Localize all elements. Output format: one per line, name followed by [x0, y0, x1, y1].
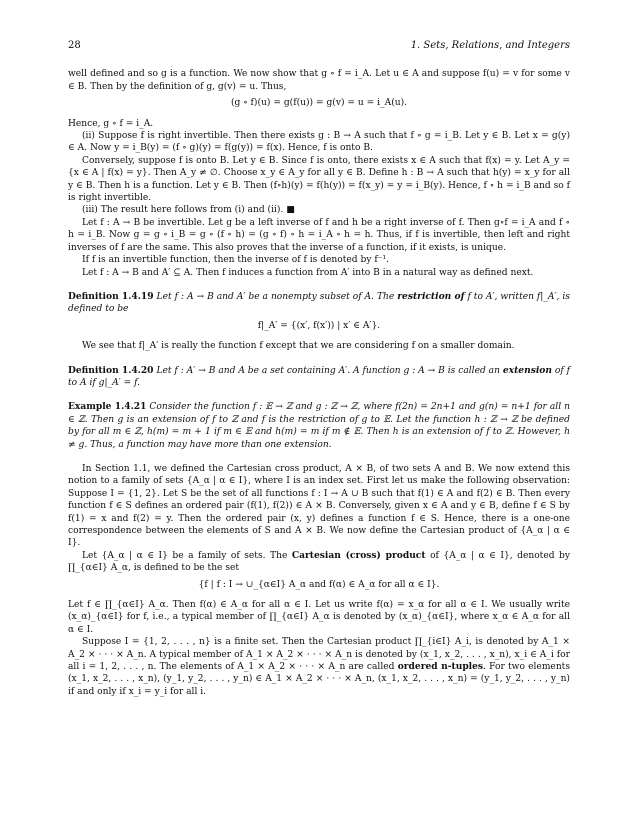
definition-term: restriction of — [397, 290, 465, 302]
paragraph: (iii) The result here follows from (i) and (ii). ■ — [82, 205, 295, 216]
page-number: 28 — [68, 40, 81, 51]
text-run: . For two elements (x_1, x_2, . . . , x_n), (y_1, y_2, . . . , y_n) ∈ A_1 × A_2 × · · · × A_n, (x_1, x_2, . . . , x_n) = (y_1, y_2, . . . , y_n) if and only if x_i = y_i for all i. — [68, 662, 570, 697]
page — [68, 40, 570, 698]
equation: {f | f : I → ∪_{α∈I} A_α and f(α) ∈ A_α for all α ∈ I}. — [198, 579, 440, 590]
defined-term: Cartesian (cross) product — [291, 549, 426, 561]
definition-1-4-20 — [68, 365, 570, 390]
definition-text: Let f : A → B and A′ be a nonempty subset of A. The — [156, 291, 395, 302]
definition-heading: Definition 1.4.20 — [68, 364, 154, 376]
definition-heading: Definition 1.4.19 — [68, 290, 154, 302]
equation: f|_A′ = {(x′, f(x′)) | x′ ∈ A′}. — [257, 320, 381, 331]
paragraph: In Section 1.1, we defined the Cartesian cross product, A × B, of two sets A and B. We now extend this notion to a family of sets {A_α | α ∈ I}, where I is an index set. First let us make the following observation: Suppose I = {1, 2}. Let S be the set of all functions f : I → A ∪ B such that f(1) ∈ A and f(2) ∈ B. Then every function f ∈ S defines an ordered pair (f(1), f(2)) ∈ A × B. Conversely, given x ∈ A and y ∈ B, define f ∈ S by f(1) = x and f(2) = y. Then the ordered pair (x, y) defines a function f ∈ S. Hence, there is a one-one correspondence between the elements of S and A × B. We now define the Cartesian product of {A_α | α ∈ I}. — [68, 463, 570, 549]
definition-text: f to A′, written f|_A′, is defined to be — [68, 291, 570, 315]
paragraph: Let f ∈ ∏_{α∈I} A_α. Then f(α) ∈ A_α for all α ∈ I. Let us write f(α) = x_α for all α ∈ I. We usually write (x_α)_{α∈I} for f, i.e., a typical member of ∏_{α∈I} A_α is denoted by (x_α)_{α∈I}, where x_α ∈ A_α for all α ∈ I. — [68, 600, 570, 635]
text-run: of {A_α | α ∈ I}, denoted by ∏_{α∈I} A_α, is defined to be the set — [68, 550, 570, 574]
paragraph: Conversely, suppose f is onto B. Let y ∈ B. Since f is onto, there exists x ∈ A such that f(x) = y. Let A_y = {x ∈ A | f(x) = y}. Then A_y ≠ ∅. Choose x_y ∈ A_y for all y ∈ B. Define h : B → A such that h(y) = x_y for all y ∈ B. Then h is a function. Let y ∈ B. Then (f∘h)(y) = f(h(y)) = f(x_y) = y = i_B(y). Hence, f ∘ h = i_B and so f is right invertible. — [68, 155, 570, 204]
paragraph: Let f : A → B be invertible. Let g be a left inverse of f and h be a right inverse of f. Then g∘f = i_A and f ∘ h = i_B. Now g = g ∘ i_B = g ∘ (f ∘ h) = (g ∘ f) ∘ h = i_A ∘ h = h. Thus, if f is invertible, then left and right inverses of f are the same. This also proves that the inverse of a function, if it exists, is unique. — [68, 217, 570, 253]
definition-1-4-19 — [68, 291, 570, 316]
paragraph — [68, 550, 570, 575]
paragraph: well defined and so g is a function. We now show that g ∘ f = i_A. Let u ∈ A and suppose f(u) = v for some v ∈ B. Then by the definition of g, g(v) = u. Thus, — [68, 69, 570, 92]
equation: (g ∘ f)(u) = g(f(u)) = g(v) = u = i_A(u). — [230, 98, 408, 109]
paragraph: If f is an invertible function, then the inverse of f is denoted by f⁻¹. — [82, 255, 390, 266]
paragraph: (ii) Suppose f is right invertible. Then there exists g : B → A such that f ∘ g = i_B. Let y ∈ B. Let x = g(y) ∈ A. Now y = i_B(y) = (f ∘ g)(y) = f(g(y)) = f(x). Hence, f is onto B. — [68, 131, 570, 154]
definition-text: of f to A if g|_A′ = f. — [68, 365, 570, 388]
paragraph: Let f : A → B and A′ ⊆ A. Then f induces a function from A′ into B in a natural way as defined next. — [82, 267, 534, 278]
example-text: Consider the function f : 𝔼 → ℤ and g : ℤ → ℤ, where f(2n) = 2n+1 and g(n) = n+1 for all n ∈ ℤ. Then g is an extension of f to ℤ and f is the restriction of g to 𝔼. Let the function h : ℤ → ℤ be defined by for all m ∈ ℤ, h(m) = m + 1 if m ∈ 𝔼 and h(m) = m if m ∉ 𝔼. Then h is an extension of f to ℤ. However, h ≠ g. Thus, a function may have more than one extension. — [68, 402, 570, 450]
text-run: Suppose I = {1, 2, . . . , n} is a finite set. Then the Cartesian product ∏_{i∈I} A_i, is denoted by A_1 × A_2 × · · · × A_n. A typical member of A_1 × A_2 × · · · × A_n is denoted by (x_1, x_2, . . . , x_n), x_i ∈ A_i for all i = 1, 2, . . . , n. The elements of A_1 × A_2 × · · · × A_n are called — [68, 637, 570, 673]
paragraph: Hence, g ∘ f = i_A. — [68, 118, 154, 129]
definition-text: Let f : A′ → B and A be a set containing A′. A function g : A → B is called an — [156, 365, 500, 376]
paragraph — [68, 636, 570, 698]
text-run: Let {A_α | α ∈ I} be a family of sets. The — [82, 550, 288, 561]
example-heading: Example 1.4.21 — [68, 401, 147, 413]
definition-term: extension — [502, 364, 552, 376]
paragraph: We see that f|_A′ is really the function f except that we are considering f on a smaller domain. — [82, 341, 515, 352]
page-header — [68, 40, 570, 52]
running-title: 1. Sets, Relations, and Integers — [410, 40, 570, 51]
example-1-4-21 — [68, 401, 570, 451]
defined-term: ordered n-tuples — [397, 661, 484, 673]
